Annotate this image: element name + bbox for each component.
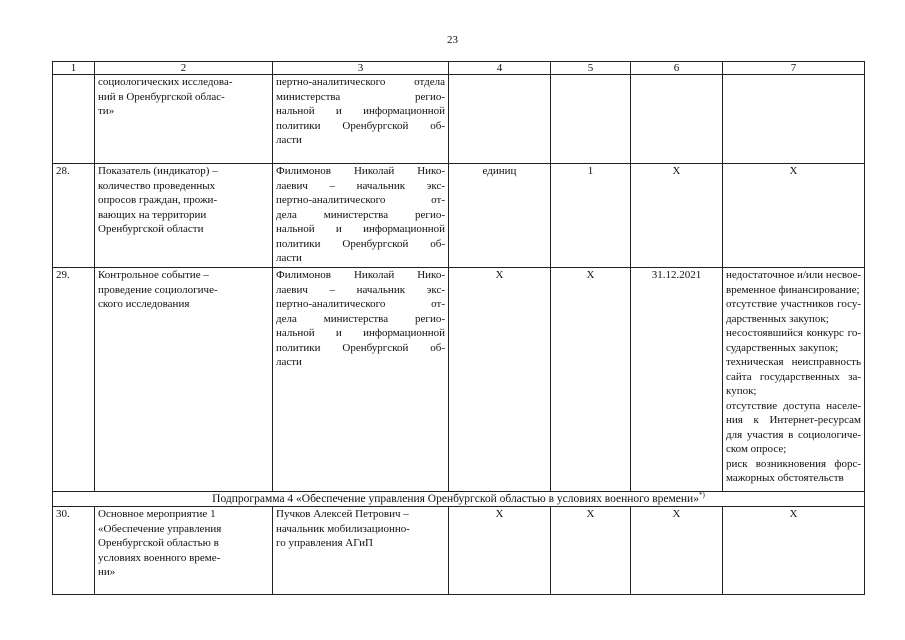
risk-line: ском опросе; (726, 443, 787, 455)
risk-line: купок; (726, 385, 757, 397)
responsible-line: дела министерства регио- (276, 312, 445, 325)
measure-name-line: условиях военного време- (98, 551, 221, 564)
responsible-line: пертно-аналитического отдела (276, 76, 445, 88)
row-number: 29. (53, 268, 95, 492)
table-row (53, 75, 865, 164)
responsible-line: нальной и информационной (276, 327, 445, 339)
responsible-line: ласти (276, 356, 302, 368)
responsible-line: Филимонов Николай Нико- (276, 269, 445, 281)
unit-cell: X (449, 507, 551, 595)
subprogram-heading (53, 492, 865, 507)
measure-name-line: ний в Оренбургской облас- (98, 90, 225, 103)
responsible-line: лаевич – начальник экс- (276, 283, 445, 296)
risk-line: недостаточное и/или несвое- (726, 269, 862, 281)
column-number: 6 (631, 62, 723, 75)
measure-name-cell (95, 268, 273, 492)
responsible-line: политики Оренбургской об- (276, 119, 445, 132)
responsible-cell (273, 75, 449, 164)
risks-cell (723, 268, 865, 492)
responsible-line: ласти (276, 252, 302, 264)
risk-line: дарственных закупок; (726, 312, 829, 325)
measure-name-line: «Обеспечение управления (98, 522, 222, 535)
footnote-mark: *) (698, 491, 705, 500)
subprogram-title: Подпрограмма 4 «Обеспечение управления Оренбургской областью в условиях военного времени» (212, 493, 699, 505)
measure-name-line: количество проведенных (98, 179, 216, 192)
risk-line: сайта государственных за- (726, 370, 861, 383)
responsible-line: ласти (276, 134, 302, 146)
unit-cell (449, 75, 551, 164)
risk-line: временное финансирование; (726, 283, 860, 296)
risks-cell (723, 75, 865, 164)
table-row (53, 507, 865, 595)
column-number-row (53, 62, 865, 75)
risk-line: техническая неисправность (726, 356, 861, 368)
unit-cell: единиц (449, 164, 551, 268)
measure-name-line: ни» (98, 566, 116, 578)
column-number: 3 (273, 62, 449, 75)
measure-name-cell (95, 75, 273, 164)
value-cell: X (551, 268, 631, 492)
column-number: 4 (449, 62, 551, 75)
risk-line: отсутствие участников госу- (726, 298, 861, 310)
row-number: 30. (53, 507, 95, 595)
measure-name-cell (95, 164, 273, 268)
measure-name-line: ского исследования (98, 298, 190, 310)
date-cell: X (631, 164, 723, 268)
responsible-line: пертно-аналитического от- (276, 298, 445, 310)
measure-name-line: Основное мероприятие 1 (98, 508, 216, 520)
measure-name-line: Оренбургской областью в (98, 537, 219, 549)
column-number: 7 (723, 62, 865, 75)
measure-name-line: вающих на территории (98, 208, 207, 221)
risk-line: сударственных закупок; (726, 341, 839, 354)
measure-name-line: ти» (98, 105, 115, 117)
measure-name-line: социологических исследова- (98, 76, 233, 88)
measure-name-line: опросов граждан, прожи- (98, 194, 218, 206)
unit-cell: X (449, 268, 551, 492)
responsible-line: пертно-аналитического от- (276, 194, 445, 206)
value-cell: X (551, 507, 631, 595)
row-number (53, 75, 95, 164)
table-row (53, 268, 865, 492)
risks-cell: X (723, 164, 865, 268)
responsible-line: начальник мобилизационно- (276, 522, 410, 535)
responsible-line: нальной и информационной (276, 223, 445, 235)
date-cell: 31.12.2021 (631, 268, 723, 492)
column-number: 5 (551, 62, 631, 75)
date-cell: X (631, 507, 723, 595)
responsible-line: Пучков Алексей Петрович – (276, 508, 409, 520)
responsible-line: Филимонов Николай Нико- (276, 165, 445, 177)
responsible-line: го управления АГиП (276, 537, 373, 549)
responsible-cell (273, 164, 449, 268)
measure-name-cell (95, 507, 273, 595)
measure-name-line: Показатель (индикатор) – (98, 165, 218, 177)
responsible-line: министерства регио- (276, 90, 445, 103)
risks-cell: X (723, 507, 865, 595)
responsible-line: политики Оренбургской об- (276, 237, 445, 250)
column-number: 2 (95, 62, 273, 75)
responsible-line: лаевич – начальник экс- (276, 179, 445, 192)
responsible-cell (273, 268, 449, 492)
responsible-line: политики Оренбургской об- (276, 341, 445, 354)
responsible-line: нальной и информационной (276, 105, 445, 117)
risk-line: несостоявшийся конкурс го- (726, 327, 861, 339)
subprogram-row (53, 492, 865, 507)
measure-name-line: Контрольное событие – (98, 269, 209, 281)
date-cell (631, 75, 723, 164)
column-number: 1 (53, 62, 95, 75)
measures-table (52, 61, 865, 595)
responsible-cell (273, 507, 449, 595)
risk-line: отсутствие доступа населе- (726, 399, 861, 412)
risk-line: риск возникновения форс- (726, 457, 861, 470)
value-cell (551, 75, 631, 164)
measure-name-line: Оренбургской области (98, 223, 204, 235)
page-number: 23 (447, 34, 458, 46)
risk-line: мажорных обстоятельств (726, 472, 844, 484)
risk-line: для участия в социологиче- (726, 428, 861, 441)
row-number: 28. (53, 164, 95, 268)
value-cell: 1 (551, 164, 631, 268)
table-row (53, 164, 865, 268)
risk-line: ния к Интернет-ресурсам (726, 414, 861, 426)
responsible-line: дела министерства регио- (276, 208, 445, 221)
measure-name-line: проведение социологиче- (98, 283, 218, 296)
